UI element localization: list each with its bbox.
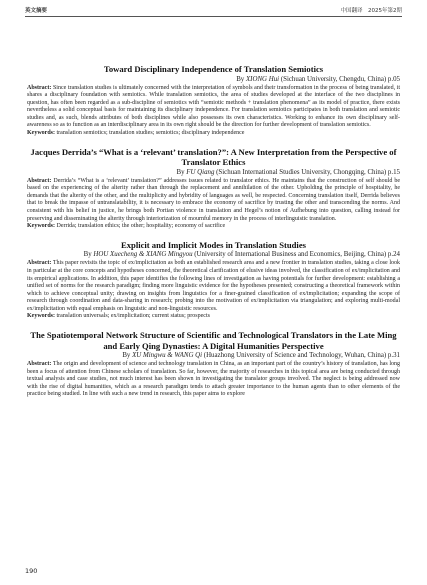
author-affiliation: (Sichuan University, Chengdu, China) p.05 bbox=[280, 75, 400, 83]
abstract-label: Abstract: bbox=[27, 84, 52, 91]
abstract-text: This paper revisits the topic of ex/implicitation as both an established research area and a new frontier in translation studies, taking a close look in particular at the core concepts and hypotheses concerned, the theoretical clarification of elusive ideas involved, the classification of ex/implicitation and its empirical applications. In addition, this paper identifies the following lines of investigation as having potentials for further development: establishing a unified set of norms for the research paradigm; finding more linguistic evidence for the hypotheses presented; constructing a theoretical framework within which to achieve conceptual unity; drawing on insights from linguistics for a finer-grained classification of ex/implicitation; expanding the scope of research through coordination and data-sharing in research; probing into the motivation of ex/implicitation via triangulation; and exploring multi-modal ex/implicitation with equal emphasis on linguistic and non-linguistic resources. bbox=[27, 260, 400, 312]
article-title: Explicit and Implicit Modes in Translation Studies bbox=[121, 239, 306, 250]
abstract-label: Abstract: bbox=[27, 361, 52, 368]
author-names: XU Mingwu & WANG Qi bbox=[132, 352, 203, 360]
article-keywords bbox=[27, 313, 400, 321]
article-title: Toward Disciplinary Independence of Translation Semiotics bbox=[103, 64, 324, 74]
abstract-label: Abstract: bbox=[27, 177, 52, 184]
author-names: FU Qiang bbox=[186, 168, 215, 176]
author-names: XIONG Hui bbox=[245, 75, 280, 83]
keywords-label: Keywords: bbox=[27, 223, 55, 230]
article-keywords bbox=[27, 223, 400, 231]
keywords-text: translation universals; ex/implicitation; current status; prospects bbox=[56, 313, 210, 320]
keywords-text: translation semiotics; translation studies; semiotics; disciplinary independence bbox=[56, 130, 245, 137]
header-rule bbox=[25, 16, 402, 17]
article-2 bbox=[27, 147, 400, 231]
page-header bbox=[25, 4, 402, 14]
author-affiliation: (Huazhong University of Science and Technology, Wuhan, China) p.31 bbox=[203, 352, 400, 360]
article-3 bbox=[27, 240, 400, 321]
article-byline bbox=[27, 351, 400, 360]
article-abstract bbox=[27, 85, 400, 131]
article-byline bbox=[27, 168, 400, 177]
by-label: By bbox=[236, 75, 245, 83]
keywords-label: Keywords: bbox=[27, 313, 55, 320]
abstract-text: Since translation studies is ultimately concerned with the interpretation of symbols and their transformation in the process of being translated, it shares a disciplinary foundation with semiotics. While translation semiotics, the area of studies developed at the interface of the two disciplines in question, has often been regarded as a sub-discipline of semiotics with “semiotic methods + translation phenomena” as its model of practice, there exists nevertheless a solid conceptual basis for maintaining its disciplinary independence. For translation semiotics participates in both translation and semiotic studies and, as such, blends attributes of both disciplines while also possesses its own characteristics. Working to enhance its own disciplinary self-awareness so as to function as an interdisciplinary area in its own right should be the direction for further development of translation semiotics. bbox=[27, 84, 400, 129]
by-label: By bbox=[176, 168, 185, 176]
article-1 bbox=[27, 64, 400, 138]
keywords-label: Keywords: bbox=[27, 130, 55, 137]
by-label: By bbox=[83, 251, 92, 259]
article-title: The Spatiotemporal Network Structure of Scientific and Technological Translators in the Late Ming and Early Qing Dynasties: A Digital Humanities Perspective bbox=[30, 330, 397, 351]
abstract-text: Derrida’s “What is a ‘relevant’ translation?” addresses issues related to translator ethics. He maintains that the construction of self should be based on the experiencing of the alterity rather than through the replacement and annihilation of the other. Upholding the principle of hospitality, he demands that the alterity of the other, and the multiplicity and hybridity of languages as well, be respected. Concerning translation itself, Derrida believes that to break the impasse of untranslatability, it is necessary to embrace the economy of sacrifice by trusting the other and transcending the norms. And consistent with his belief in justice, he brings both Portian violence in translation and Hegel’s notion of Aufhebung into question, calling instead for preserving and disseminating the alterity through interiorization of mournful memory in the process of interlinguistic translation. bbox=[27, 177, 401, 222]
article-title: Jacques Derrida’s “What is a ‘relevant’ translation?”: A New Interpretation from the Perspective of Translator Ethics bbox=[30, 146, 397, 168]
page-number: 190 bbox=[25, 567, 38, 575]
author-names: HOU Xuecheng & XIANG Mingyou bbox=[93, 251, 193, 259]
abstract-text: The origin and development of science and technology translation in China, as an important part of the country’s history of translation, has long been a focus of attention from Chinese scholars of translation. So far, however, the majority of researches in this topical area are being conducted through textual analysis and case studies, not much interest has been shown in investigating the translator groups involved. The neglect is being addressed now with the rise of digital humanities, which as a research paradigm tends to attach greater importance to the human agents than to other elements of the practice being studied. In line with such a new trend in research, this paper aims to explore bbox=[27, 361, 400, 398]
article-keywords bbox=[27, 130, 400, 138]
article-4 bbox=[27, 330, 400, 399]
keywords-text: Derrida; translation ethics; the other; hospitality; economy of sacrifice bbox=[56, 223, 226, 230]
article-abstract bbox=[27, 178, 400, 224]
author-affiliation: (University of International Business and Economics, Beijing, China) p.24 bbox=[194, 251, 400, 259]
article-abstract bbox=[27, 361, 400, 399]
abstracts-column bbox=[27, 64, 400, 399]
article-byline bbox=[27, 75, 400, 84]
section-label: 英文摘要 bbox=[25, 8, 48, 14]
by-label: By bbox=[122, 352, 131, 360]
author-affiliation: (Sichuan International Studies University, Chongqing, China) p.15 bbox=[216, 168, 400, 176]
article-abstract bbox=[27, 260, 400, 313]
article-byline bbox=[27, 250, 400, 259]
journal-issue: 中国翻译 2025年第2期 bbox=[340, 8, 402, 14]
abstract-label: Abstract: bbox=[27, 260, 52, 267]
